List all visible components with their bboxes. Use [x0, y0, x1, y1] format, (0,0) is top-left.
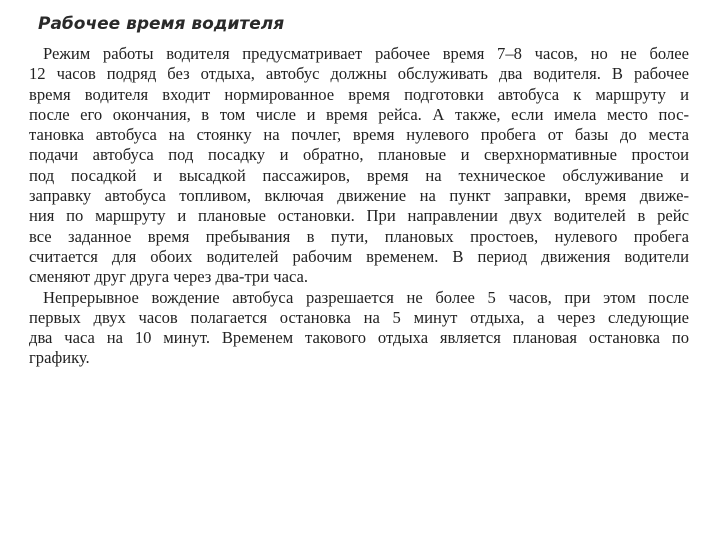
text-line: 12 часов подряд без отдыха, автобус должны обслуживать два водителя. В рабочее	[29, 64, 689, 84]
text-line: Режим работы водителя предусматривает рабочее время 7–8 часов, но не более	[43, 44, 689, 63]
paragraph	[29, 44, 689, 288]
text-line: графику.	[29, 348, 90, 368]
text-line: ния по маршруту и плановые остановки. При направлении двух водителей в рейс	[29, 206, 689, 226]
text-line: считается для обоих водителей рабочим временем. В период движения водители	[29, 246, 689, 266]
paragraph	[29, 288, 689, 369]
text-line: первых двух часов полагается остановка на 5 минут отдыха, а через следующие	[29, 307, 689, 327]
text-line: после его окончания, в том числе и время рейса. А также, если имела место пос-	[29, 104, 689, 124]
text-line: все заданное время пребывания в пути, плановых простоев, нулевого пробега	[29, 226, 689, 246]
text-line: сменяют друг друга через два-три часа.	[29, 267, 309, 287]
document-heading: Рабочее время водителя	[38, 14, 285, 34]
text-line: тановка автобуса на стоянку на почлег, время нулевого пробега от базы до места	[29, 125, 689, 145]
text-line: заправку автобуса топливом, включая движение на пункт заправки, время движе-	[29, 186, 689, 206]
text-line: два часа на 10 минут. Временем такового отдыха является плановая остановка по	[29, 328, 689, 348]
text-line: под посадкой и высадкой пассажиров, время на техническое обслуживание и	[29, 165, 689, 185]
text-line: время водителя входит нормированное время подготовки автобуса к маршруту и	[29, 84, 689, 104]
text-line: подачи автобуса под посадку и обратно, плановые и сверхнормативные простои	[29, 145, 689, 165]
text-line: Непрерывное вождение автобуса разрешается не более 5 часов, при этом после	[43, 287, 689, 307]
document-body	[29, 44, 689, 369]
